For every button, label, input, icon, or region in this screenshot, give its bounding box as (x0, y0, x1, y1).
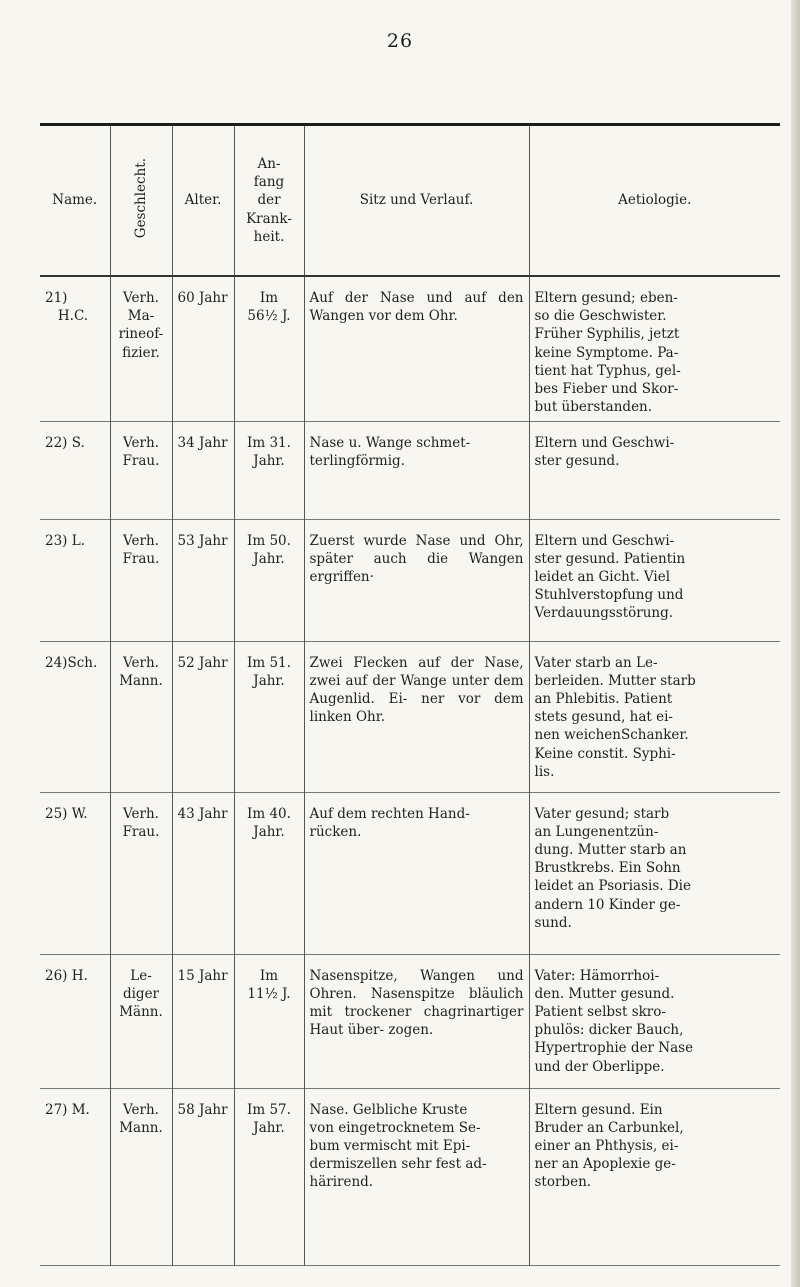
cell-aetiology: Eltern gesund; eben- so die Geschwister. Früher Syphilis, jetzt keine Symptome. Pa- tient hat Typhus, gel- bes Fieber und Skor- but überstanden. (529, 276, 780, 421)
cell-sex: Verh. Frau. (110, 421, 172, 519)
table-row (40, 1088, 780, 1265)
header-aetiology: Aetiologie. (529, 126, 780, 276)
cell-aetiology: Vater starb an Le- berleiden. Mutter starb an Phlebitis. Patient stets gesund, hat ei- nen weichenSchanker. Keine constit. Syphi- lis. (529, 641, 780, 792)
cell-site: Auf der Nase und auf den Wangen vor dem Ohr. (304, 276, 529, 421)
cell-onset: Im 57. Jahr. (234, 1088, 304, 1265)
cell-age: 43 Jahr (172, 792, 234, 954)
cell-name: 27) M. (45, 1101, 90, 1118)
cell-site: Nase. Gelbliche Kruste von eingetrocknetem Se- bum vermischt mit Epi- dermiszellen sehr fest ad- härirend. (304, 1088, 529, 1265)
cell-onset: Im 31. Jahr. (234, 421, 304, 519)
header-age: Alter. (172, 126, 234, 276)
cell-site: Zwei Flecken auf der Nase, zwei auf der Wange unter dem Augenlid. Ei- ner vor dem linken Ohr. (304, 641, 529, 792)
cell-onset: Im 56½ J. (234, 276, 304, 421)
cell-sex: Verh. Mann. (110, 1088, 172, 1265)
case-table (40, 126, 780, 1266)
cell-name: 26) H. (45, 967, 88, 984)
cell-aetiology: Eltern und Geschwi- ster gesund. Patientin leidet an Gicht. Viel Stuhlverstopfung und Verdauungsstörung. (529, 519, 780, 641)
page-edge-shadow (791, 0, 800, 1287)
page-number: 26 (386, 30, 414, 52)
cell-sex: Verh. Frau. (110, 519, 172, 641)
header-onset: An- fang der Krank- heit. (234, 126, 304, 276)
table-row (40, 519, 780, 641)
cell-name: 22) S. (45, 434, 85, 451)
cell-aetiology: Eltern und Geschwi- ster gesund. (529, 421, 780, 519)
cell-age: 34 Jahr (172, 421, 234, 519)
cell-sex: Le- diger Männ. (110, 954, 172, 1088)
cell-onset: Im 40. Jahr. (234, 792, 304, 954)
table-row (40, 954, 780, 1088)
cell-site: Zuerst wurde Nase und Ohr, später auch die Wangen ergriffen· (304, 519, 529, 641)
cell-aetiology: Vater gesund; starb an Lungenentzün- dung. Mutter starb an Brustkrebs. Ein Sohn leidet an Psoriasis. Die andern 10 Kinder ge- sund. (529, 792, 780, 954)
cell-site: Nasenspitze, Wangen und Ohren. Nasenspitze bläulich mit trockener chagrinartiger Haut über- zogen. (304, 954, 529, 1088)
header-row (40, 126, 780, 276)
cell-name: 25) W. (45, 805, 88, 822)
cell-age: 52 Jahr (172, 641, 234, 792)
cell-age: 58 Jahr (172, 1088, 234, 1265)
cell-sex: Verh. Mann. (110, 641, 172, 792)
table-row (40, 792, 780, 954)
cell-aetiology: Vater: Hämorrhoi- den. Mutter gesund. Patient selbst skro- phulös: dicker Bauch, Hypertrophie der Nase und der Oberlippe. (529, 954, 780, 1088)
cell-sex: Verh. Frau. (110, 792, 172, 954)
cell-age: 53 Jahr (172, 519, 234, 641)
table-row (40, 276, 780, 421)
header-name: Name. (40, 126, 110, 276)
cell-onset: Im 51. Jahr. (234, 641, 304, 792)
cell-site: Auf dem rechten Hand- rücken. (304, 792, 529, 954)
header-site: Sitz und Verlauf. (304, 126, 529, 276)
header-sex: Geschlecht. (110, 126, 172, 276)
cell-onset: Im 11½ J. (234, 954, 304, 1088)
cell-age: 60 Jahr (172, 276, 234, 421)
table-row (40, 421, 780, 519)
cell-name: 23) L. (45, 532, 85, 549)
cell-onset: Im 50. Jahr. (234, 519, 304, 641)
cell-name: 24)Sch. (45, 654, 98, 671)
cell-sex: Verh. Ma- rineof- fizier. (110, 276, 172, 421)
cell-site: Nase u. Wange schmet- terlingförmig. (304, 421, 529, 519)
cell-aetiology: Eltern gesund. Ein Bruder an Carbunkel, einer an Phthysis, ei- ner an Apoplexie ge- storben. (529, 1088, 780, 1265)
table-row (40, 641, 780, 792)
cell-age: 15 Jahr (172, 954, 234, 1088)
cell-name: 21) H.C. (45, 290, 89, 325)
